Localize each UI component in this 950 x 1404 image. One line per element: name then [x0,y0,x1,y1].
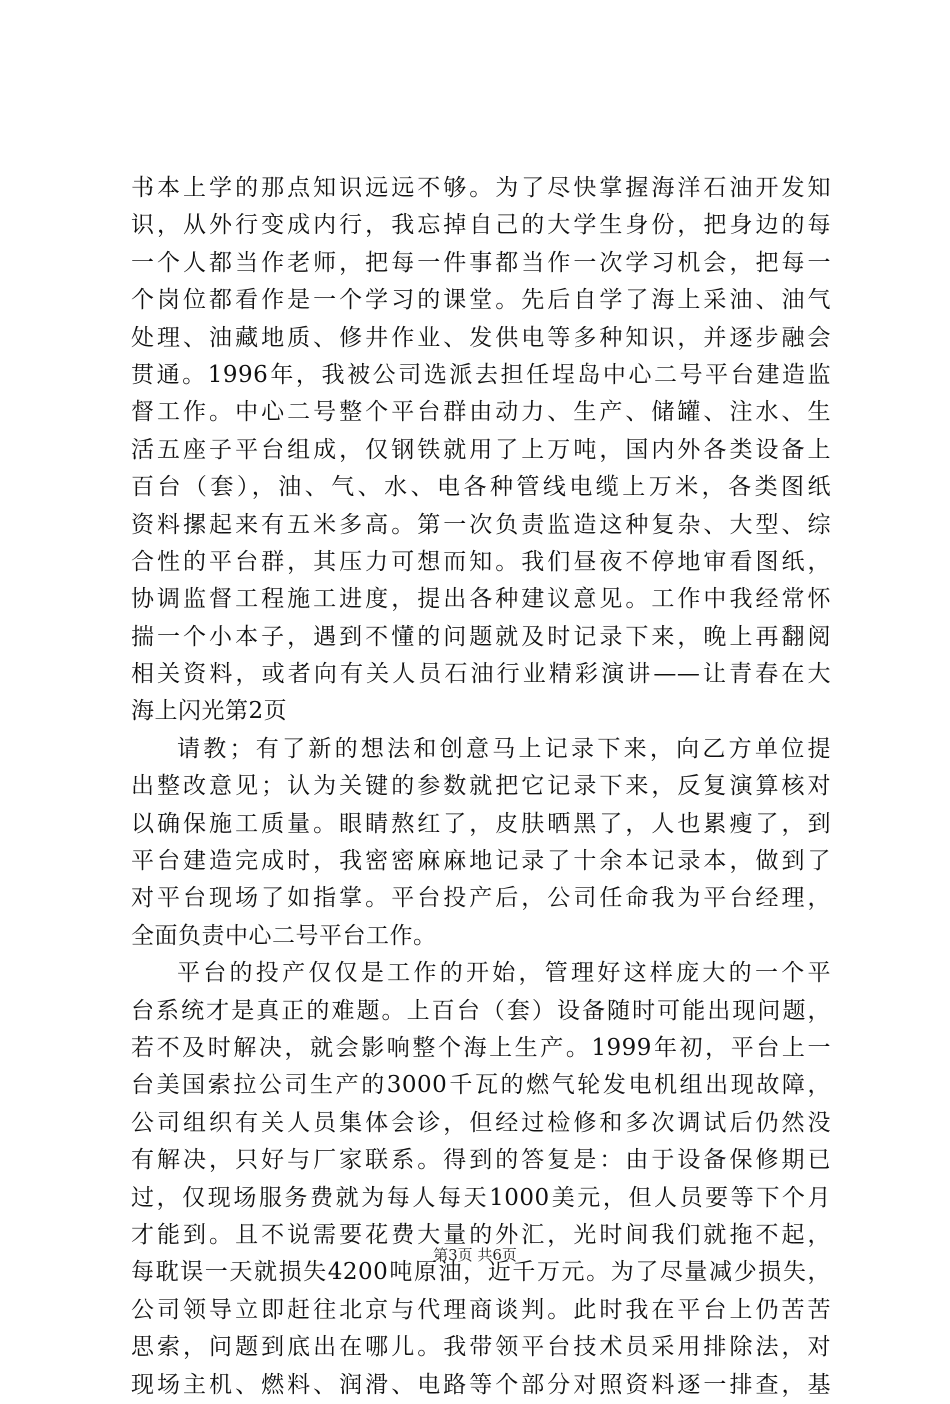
text-line: 公司组织有关人员集体会诊，但经过检修和多次调试后仍然没 [131,1109,831,1136]
body-text [131,170,831,1404]
text-line: 台系统才是真正的难题。上百台（套）设备随时可能出现问题， [131,997,831,1024]
text-line: 思索，问题到底出在哪儿。我带领平台技术员采用排除法，对 [131,1334,831,1361]
text-line: 每耽误一天就损失4200吨原油，近千万元。为了尽量减少损失， [131,1259,831,1286]
paragraph-first-line: 平台的投产仅仅是工作的开始，管理好这样庞大的一个平 [177,960,831,987]
text-line: 百台（套），油、气、水、电各种管线电缆上万米，各类图纸 [131,474,831,501]
text-line: 贯通。1996年，我被公司选派去担任埕岛中心二号平台建造监 [131,361,831,388]
text-line: 平台建造完成时，我密密麻麻地记录了十余本记录本，做到了 [131,848,831,875]
text-line: 一个人都当作老师，把每一件事都当作一次学习机会，把每一 [131,249,831,276]
text-line: 揣一个小本子，遇到不懂的问题就及时记录下来，晚上再翻阅 [131,623,831,650]
text-line: 以确保施工质量。眼睛熬红了，皮肤晒黑了，人也累瘦了，到 [131,810,831,837]
text-line: 出整改意见；认为关键的参数就把它记录下来，反复演算核对 [131,773,831,800]
text-line: 海上闪光第2页 [131,698,288,725]
text-line: 协调监督工程施工进度，提出各种建议意见。工作中我经常怀 [131,586,831,613]
text-line: 相关资料，或者向有关人员石油行业精彩演讲——让青春在大 [131,661,831,688]
text-line: 合性的平台群，其压力可想而知。我们昼夜不停地审看图纸， [131,548,831,575]
text-line: 处理、油藏地质、修井作业、发供电等多种知识，并逐步融会 [131,324,831,351]
text-line: 督工作。中心二号整个平台群由动力、生产、储罐、注水、生 [131,399,831,426]
text-line: 台美国索拉公司生产的3000千瓦的燃气轮发电机组出现故障， [131,1072,831,1099]
text-line: 识，从外行变成内行，我忘掉自己的大学生身份，把身边的每 [131,212,831,239]
paragraph-first-line: 请教；有了新的想法和创意马上记录下来，向乙方单位提 [177,735,831,762]
text-line: 若不及时解决，就会影响整个海上生产。1999年初，平台上一 [131,1034,831,1061]
text-line: 对平台现场了如指掌。平台投产后，公司任命我为平台经理， [131,885,831,912]
text-line: 过，仅现场服务费就为每人每天1000美元，但人员要等下个月 [131,1184,831,1211]
text-line: 全面负责中心二号平台工作。 [131,922,437,949]
text-line: 资料摞起来有五米多高。第一次负责监造这种复杂、大型、综 [131,511,831,538]
page-number-label: 第3页 共6页 [433,1246,517,1264]
text-line: 公司领导立即赶往北京与代理商谈判。此时我在平台上仍苦苦 [131,1296,831,1323]
text-line: 个岗位都看作是一个学习的课堂。先后自学了海上采油、油气 [131,287,831,314]
text-line: 才能到。且不说需要花费大量的外汇，光时间我们就拖不起， [131,1221,831,1248]
text-line: 活五座子平台组成，仅钢铁就用了上万吨，国内外各类设备上 [131,436,831,463]
page-footer [0,1245,950,1265]
text-line: 书本上学的那点知识远远不够。为了尽快掌握海洋石油开发知 [131,175,831,201]
text-line: 现场主机、燃料、润滑、电路等个部分对照资料逐一排查，基 [131,1371,831,1398]
text-line: 有解决，只好与厂家联系。得到的答复是：由于设备保修期已 [131,1147,831,1174]
